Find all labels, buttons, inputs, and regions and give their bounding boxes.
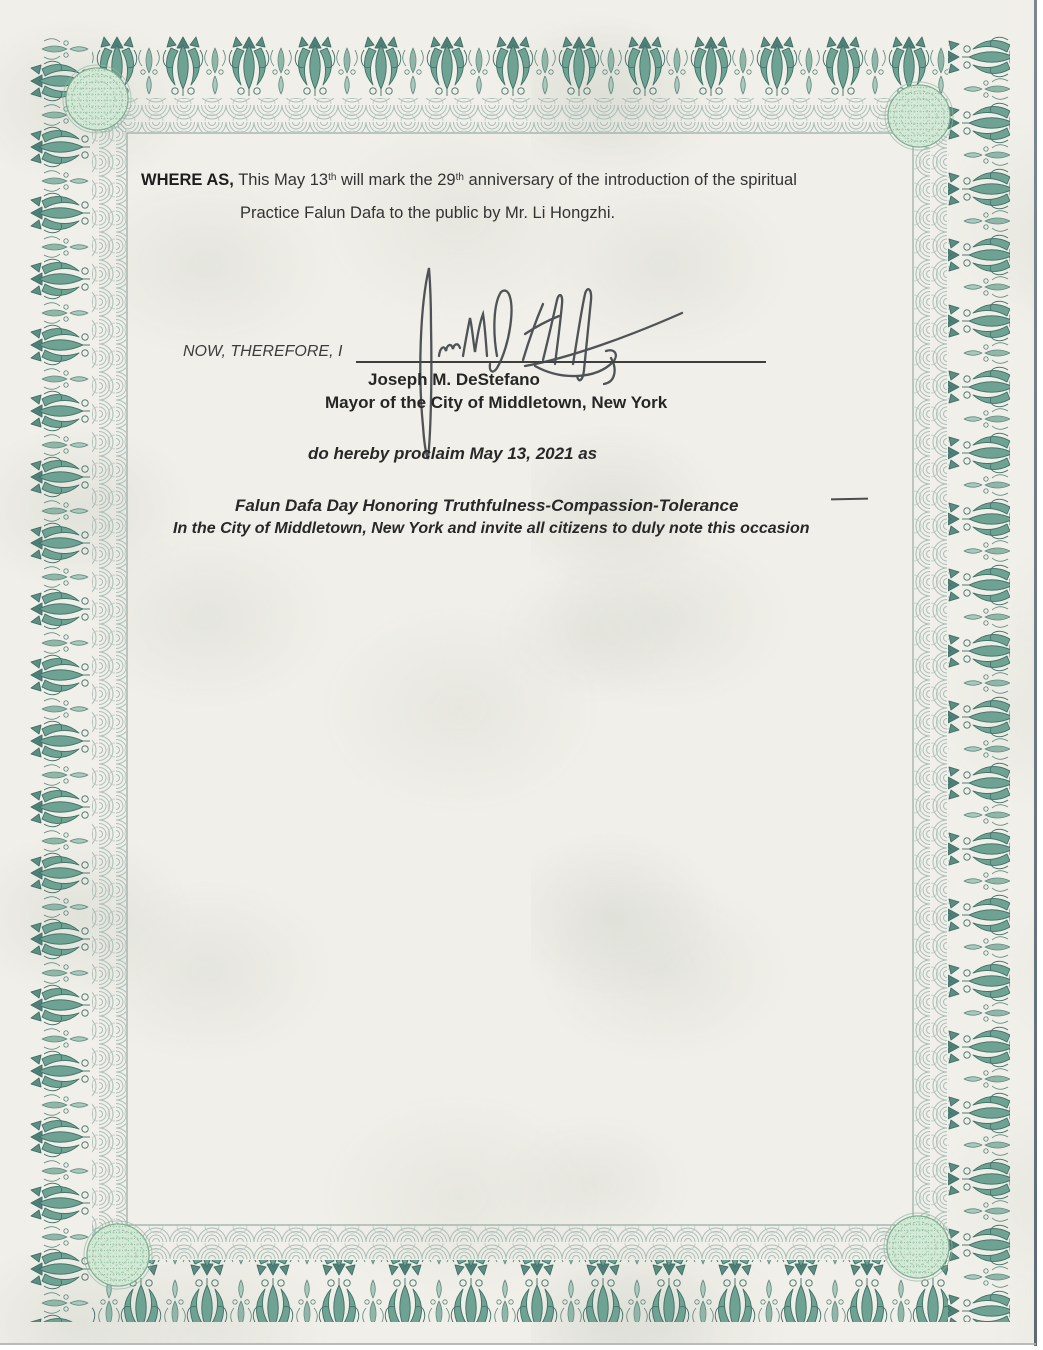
scan-edge-bottom: [0, 1343, 1036, 1345]
medallion-icon-bottom-left: [84, 1221, 152, 1289]
whereas-line2: Practice Falun Dafa to the public by Mr. Li Hongzhi.: [240, 204, 616, 222]
signatory-name: Joseph M. DeStefano: [368, 370, 540, 389]
mayor-signature: [385, 256, 685, 471]
medallion-icon-bottom-right: [884, 1213, 952, 1281]
honor-line: Falun Dafa Day Honoring Truthfulness-Compassion-Tolerance: [235, 496, 739, 515]
city-line: In the City of Middletown, New York and invite all citizens to duly note this occasion: [173, 520, 810, 537]
whereas-text-3: anniversary of the introduction of the spiritual: [463, 171, 797, 189]
whereas-paragraph: [141, 161, 797, 230]
now-therefore-text: NOW, THEREFORE, I: [183, 343, 343, 360]
whereas-label: WHERE AS,: [141, 171, 234, 189]
whereas-line1: [141, 161, 797, 197]
superscript-th-2: th: [455, 172, 464, 183]
medallion-icon-top-right: [885, 82, 953, 150]
scan-edge-right: [1034, 0, 1037, 1346]
superscript-th-1: th: [328, 172, 337, 183]
whereas-text-1: This May 13: [233, 171, 329, 189]
signatory-title: Mayor of the City of Middletown, New York: [325, 393, 668, 412]
proclaim-line: do hereby proclaim May 13, 2021 as: [308, 444, 598, 463]
medallion-icon-top-left: [63, 65, 131, 133]
whereas-text-2: will mark the 29: [336, 171, 456, 189]
